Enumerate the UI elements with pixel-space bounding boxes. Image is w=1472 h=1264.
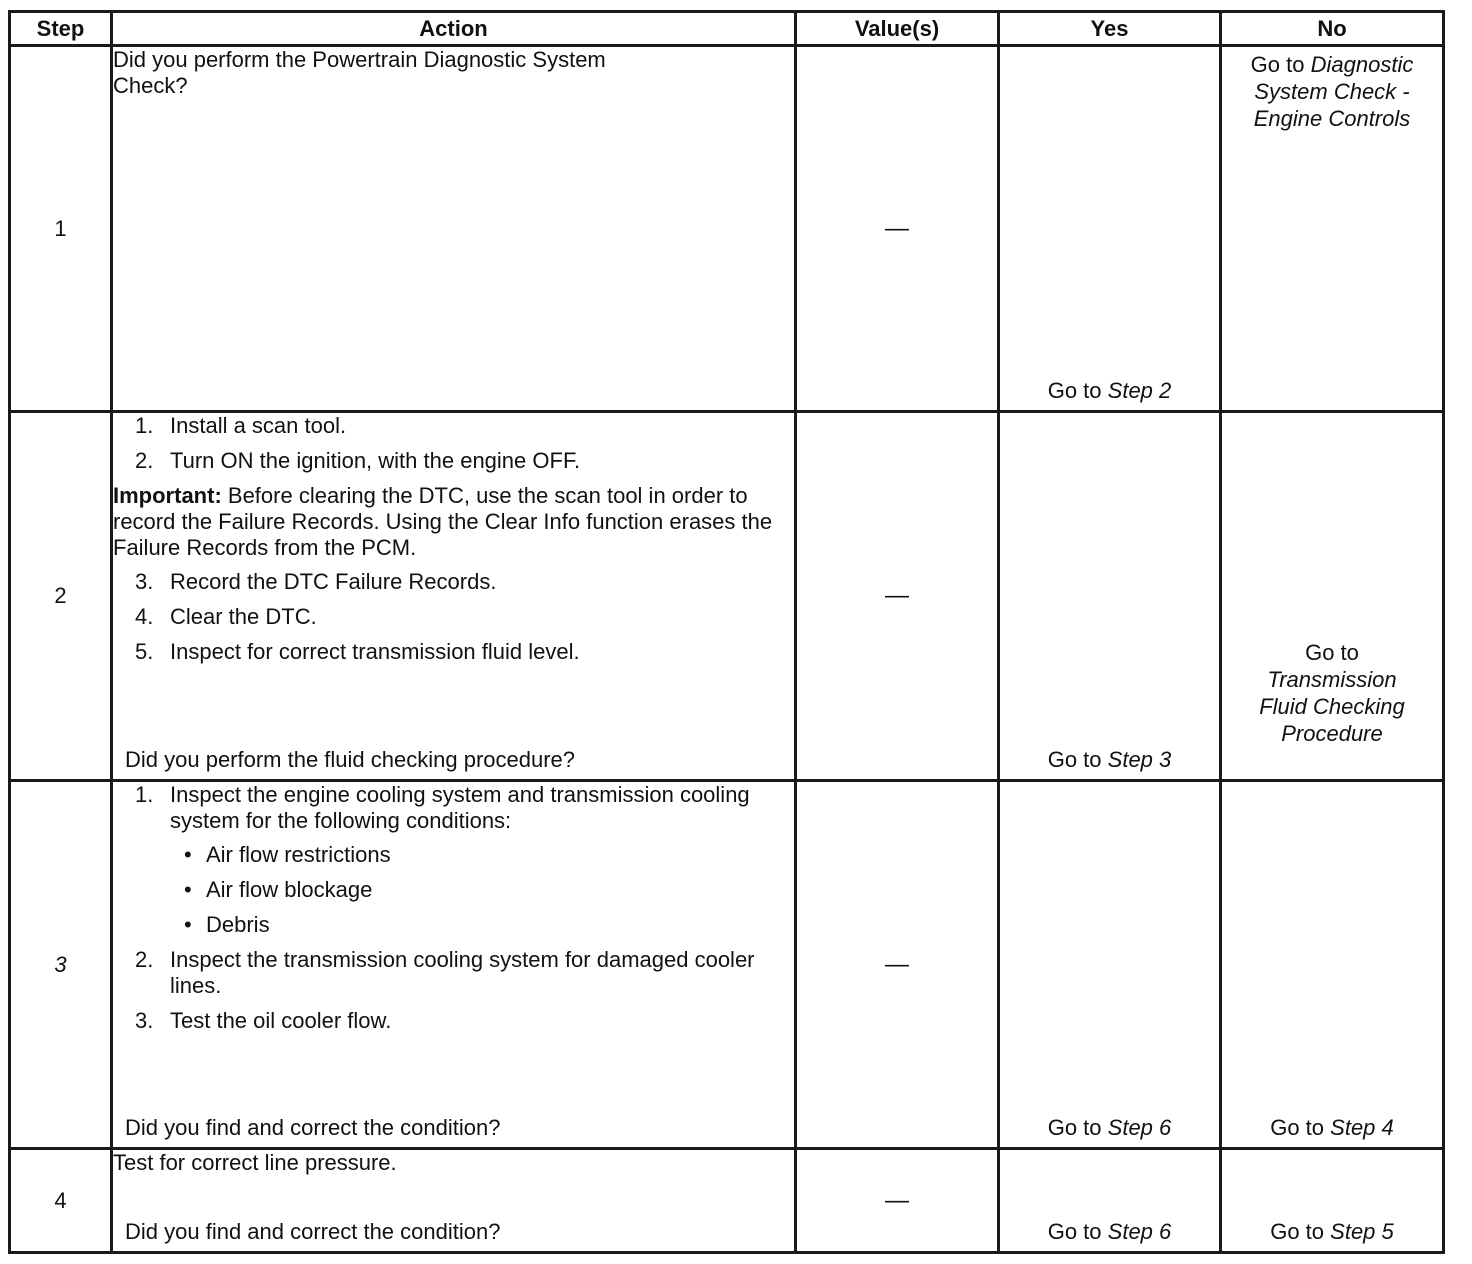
no-ref: Step 5 [1330,1219,1394,1244]
value-cell: — [796,781,999,1149]
no-prefix: Go to [1305,640,1359,665]
yes-prefix: Go to [1047,1115,1102,1140]
yes-cell [999,1149,1221,1253]
procedure-list-a [113,413,794,474]
list-item: • Air flow blockage [184,877,373,902]
no-link[interactable] [1222,1219,1442,1245]
no-prefix: Go to [1250,52,1305,77]
yes-prefix: Go to [1047,378,1102,403]
yes-ref: Step 6 [1107,1115,1172,1140]
no-cell [1221,412,1444,781]
list-item: 2. Turn ON the ignition, with the engine OFF. [135,448,581,473]
list-item: 5. Inspect for correct transmission fluid level. [135,639,580,664]
procedure-list-b [113,569,794,665]
action-text: Did you perform the Powertrain Diagnostic System Check? [113,47,606,98]
action-cell [112,46,796,412]
important-label: Important: [113,483,222,508]
action-cell [112,412,796,781]
list-item: 3. Record the DTC Failure Records. [135,569,497,594]
no-ref: Step 4 [1330,1115,1394,1140]
list-item: 4. Clear the DTC. [135,604,317,629]
procedure-list [113,782,794,1034]
yes-prefix: Go to [1047,747,1102,772]
action-cell [112,781,796,1149]
question-text: Did you perform the fluid checking procedure? [125,747,576,772]
list-item: 2. Inspect the transmission cooling system for damaged cooler lines. [135,947,755,998]
question-text: Did you find and correct the condition? [125,1219,501,1244]
diagnostic-table [8,10,1445,1254]
step-number: 1 [10,46,112,412]
list-item: • Debris [184,912,270,937]
no-prefix: Go to [1270,1219,1325,1244]
condition-list [170,842,794,938]
no-link[interactable] [1222,639,1442,747]
action-cell [112,1149,796,1253]
list-item: 1. Inspect the engine cooling system and transmission cooling system for the following conditions: • Air flow restrictions • Air flow blockage • Debris [113,782,794,938]
no-cell [1221,1149,1444,1253]
table-row-step-4 [10,1149,1444,1253]
list-item: 1. Install a scan tool. [135,413,347,438]
no-prefix: Go to [1270,1115,1325,1140]
header-row [10,12,1444,46]
important-note [113,483,794,561]
no-cell [1221,781,1444,1149]
no-ref: Diagnostic System Check - Engine Controls [1253,52,1414,131]
no-link[interactable] [1222,1115,1442,1141]
yes-link[interactable] [1000,378,1219,404]
table-row-step-3 [10,781,1444,1149]
table-row-step-1 [10,46,1444,412]
header-yes: Yes [999,12,1221,46]
step-number: 2 [10,412,112,781]
yes-ref: Step 2 [1107,378,1172,403]
header-action: Action [112,12,796,46]
yes-prefix: Go to [1047,1219,1102,1244]
header-values: Value(s) [796,12,999,46]
question-text: Did you find and correct the condition? [125,1115,501,1140]
step-number: 4 [10,1149,112,1253]
table-row-step-2 [10,412,1444,781]
list-item: • Air flow restrictions [184,842,391,867]
no-link[interactable] [1222,47,1442,132]
important-text: Before clearing the DTC, use the scan tool in order to record the Failure Records. Using the Clear Info function erases the Failure Records from the PCM. [113,483,773,560]
value-cell: — [796,1149,999,1253]
yes-cell [999,412,1221,781]
yes-cell [999,781,1221,1149]
header-no: No [1221,12,1444,46]
yes-ref: Step 6 [1107,1219,1172,1244]
header-step: Step [10,12,112,46]
value-cell: — [796,46,999,412]
yes-link[interactable] [1000,747,1219,773]
action-text: Test for correct line pressure. [113,1150,397,1175]
yes-link[interactable] [1000,1115,1219,1141]
list-item: 3. Test the oil cooler flow. [135,1008,392,1033]
no-ref: Transmission Fluid Checking Procedure [1259,667,1405,746]
yes-ref: Step 3 [1107,747,1172,772]
yes-link[interactable] [1000,1219,1219,1245]
no-cell [1221,46,1444,412]
value-cell: — [796,412,999,781]
step-number: 3 [10,781,112,1149]
yes-cell [999,46,1221,412]
